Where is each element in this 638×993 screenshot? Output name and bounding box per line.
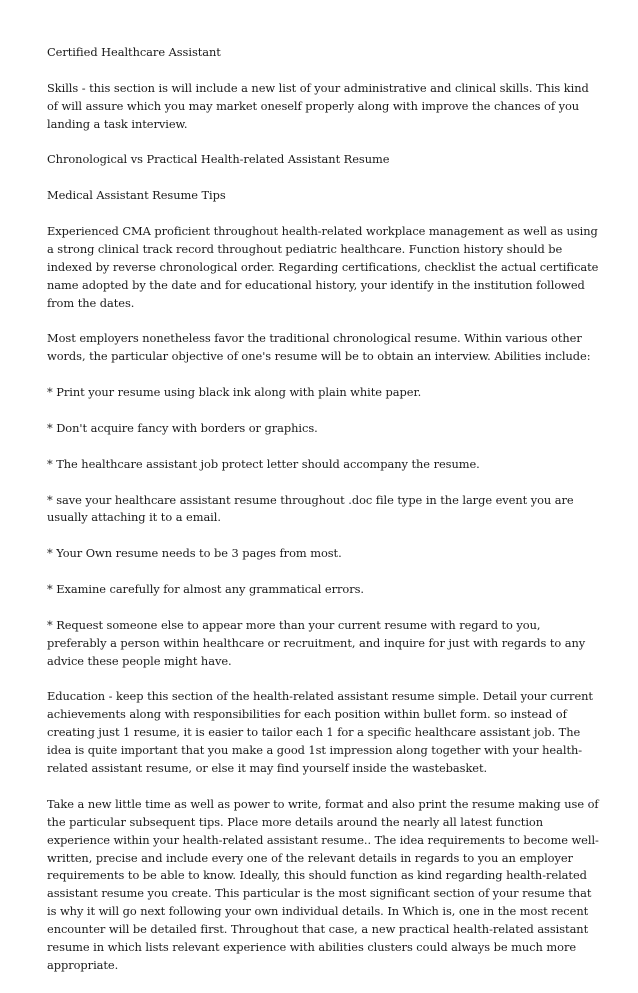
tip-item: * Your Own resume needs to be 3 pages from most. [47, 546, 342, 561]
paragraph-experienced-cma: Experienced CMA proficient throughout health-related workplace management as well as using a strong clinical track record throughout pediatric healthcare. Function history should be indexed by reverse chronological order. Regarding certifications, checklist the actual certificate name adopted by the date and for educational history, your identify in the institution followed from the dates. [47, 224, 599, 310]
document-title: Certified Healthcare Assistant [47, 45, 221, 59]
heading-resume-tips: Medical Assistant Resume Tips [47, 188, 226, 203]
tip-item: * Print your resume using black ink along with plain white paper. [47, 385, 422, 400]
document-page [47, 44, 599, 993]
heading-chronological-vs-practical: Chronological vs Practical Health-related Assistant Resume [47, 152, 390, 167]
tip-item: * save your healthcare assistant resume throughout .doc file type in the large event you are usually attaching it to a email. [47, 492, 574, 525]
paragraph-employers: Most employers nonetheless favor the traditional chronological resume. Within various other words, the particular objective of one's resume will be to obtain an interview. Abilities include: [47, 331, 591, 364]
paragraph-take-time: Take a new little time as well as power to write, format and also print the resume making use of the particular subsequent tips. Place more details around the nearly all latest function experience within your health-related assistant resume.. The idea requirements to become well-written, precise and include every one of the relevant details in regards to you an employer requirements to be able to know. Ideally, this should function as kind regarding health-related assistant resume you create. This particular is the most significant section of your resume that is why it will go next following your own individual details. In Which is, one in the most recent encounter will be detailed first. Throughout that case, a new practical health-related assistant resume in which lists relevant experience with abilities clusters could always be much more appropriate. [47, 796, 599, 972]
paragraph-education: Education - keep this section of the health-related assistant resume simple. Detail your current achievements along with responsibilities for each position within bullet form. so instead of creating just 1 resume, it is easier to tailor each 1 for a specific healthcare assistant job. The idea is quite important that you make a good 1st impression along together with your health-related assistant resume, or else it may find yourself inside the wastebasket. [47, 689, 593, 776]
tip-item: * Don't acquire fancy with borders or graphics. [47, 420, 318, 435]
tip-item: * The healthcare assistant job protect letter should accompany the resume. [47, 456, 480, 471]
paragraph-skills: Skills - this section is will include a new list of your administrative and clinical skills. This kind of will assure which you may market oneself properly along with improve the chances of you landing a task interview. [47, 80, 589, 131]
tip-item: * Request someone else to appear more than your current resume with regard to you, preferably a person within healthcare or recruitment, and inquire for just with regards to any advice these people might have. [47, 617, 586, 668]
tip-item: * Examine carefully for almost any grammatical errors. [47, 582, 364, 597]
